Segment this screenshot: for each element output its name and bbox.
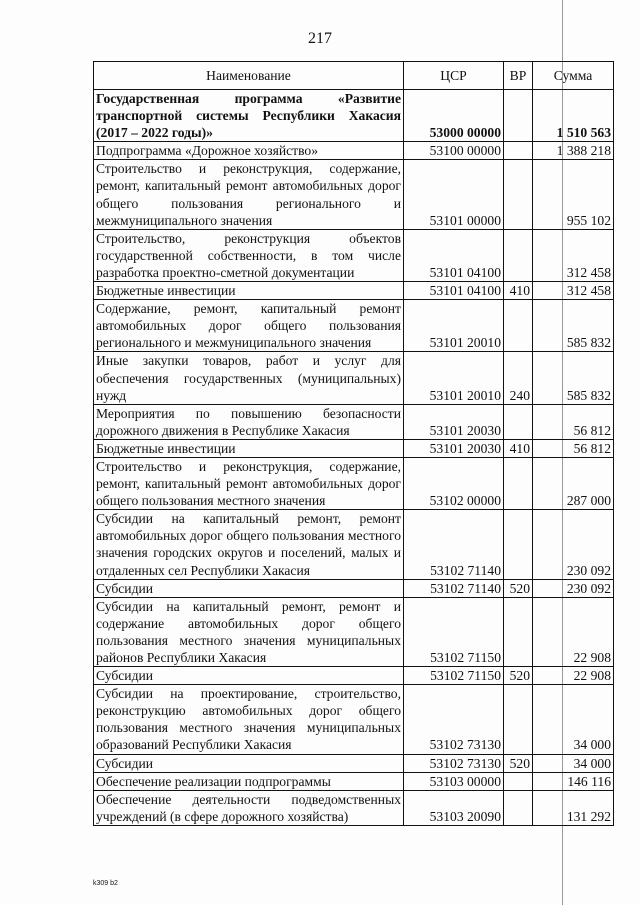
row-name-cell: Бюджетные инвестиции [94, 282, 404, 300]
row-name-cell: Государственная программа «Развитие транспортной системы Республики Хакасия (2017 – 2022 годы)» [94, 90, 404, 142]
table-row [94, 300, 614, 352]
row-name-cell: Субсидии на капитальный ремонт, ремонт и содержание автомобильных дорог общего пользования местного значения муниципальных районов Республики Хакасия [94, 597, 404, 666]
row-csr-cell: 53000 00000 [404, 90, 504, 142]
row-name-cell: Обеспечение реализации подпрограммы [94, 772, 404, 790]
row-vr-cell: 410 [504, 439, 533, 457]
row-csr-cell: 53101 20030 [404, 439, 504, 457]
row-name-cell: Иные закупки товаров, работ и услуг для обеспечения государственных (муниципальных) нужд [94, 352, 404, 404]
row-name-cell: Содержание, ремонт, капитальный ремонт автомобильных дорог общего пользования регионального и межмуниципального значения [94, 300, 404, 352]
header-name: Наименование [94, 62, 404, 90]
row-sum-cell: 22 908 [533, 597, 614, 666]
row-vr-cell [504, 160, 533, 229]
row-vr-cell: 240 [504, 352, 533, 404]
row-sum-cell: 1 388 218 [533, 142, 614, 160]
row-name-cell: Мероприятия по повышению безопасности дорожного движения в Республике Хакасия [94, 404, 404, 439]
table-row [94, 229, 614, 281]
row-vr-cell [504, 685, 533, 754]
row-csr-cell: 53101 04100 [404, 282, 504, 300]
row-vr-cell [504, 457, 533, 509]
row-sum-cell: 312 458 [533, 229, 614, 281]
row-name-cell: Субсидии на капитальный ремонт, ремонт автомобильных дорог общего пользования местного значения городских округов и поселений, малых и отдаленных сел Республики Хакасия [94, 510, 404, 579]
row-vr-cell: 520 [504, 579, 533, 597]
budget-table [93, 61, 614, 826]
row-sum-cell: 22 908 [533, 667, 614, 685]
row-csr-cell: 53102 71140 [404, 510, 504, 579]
row-csr-cell: 53101 20010 [404, 300, 504, 352]
row-vr-cell [504, 772, 533, 790]
table-row [94, 667, 614, 685]
table-header-row [94, 62, 614, 90]
header-vr: ВР [504, 62, 533, 90]
row-csr-cell: 53102 73130 [404, 685, 504, 754]
table-row [94, 352, 614, 404]
row-name-cell: Субсидии [94, 579, 404, 597]
row-csr-cell: 53101 20010 [404, 352, 504, 404]
row-vr-cell: 520 [504, 667, 533, 685]
row-vr-cell [504, 597, 533, 666]
row-csr-cell: 53102 71150 [404, 667, 504, 685]
row-name-cell: Строительство и реконструкция, содержание, ремонт, капитальный ремонт автомобильных дорог общего пользования регионального и межмуниципального значения [94, 160, 404, 229]
row-sum-cell: 585 832 [533, 300, 614, 352]
row-sum-cell: 56 812 [533, 439, 614, 457]
row-csr-cell: 53101 04100 [404, 229, 504, 281]
table-row [94, 457, 614, 509]
table-row [94, 282, 614, 300]
row-sum-cell: 56 812 [533, 404, 614, 439]
row-sum-cell: 312 458 [533, 282, 614, 300]
table-row [94, 90, 614, 142]
row-csr-cell: 53101 00000 [404, 160, 504, 229]
row-vr-cell: 410 [504, 282, 533, 300]
table-row [94, 142, 614, 160]
row-sum-cell: 131 292 [533, 790, 614, 825]
row-vr-cell [504, 790, 533, 825]
row-csr-cell: 53102 73130 [404, 754, 504, 772]
table-row [94, 579, 614, 597]
row-sum-cell: 287 000 [533, 457, 614, 509]
row-name-cell: Бюджетные инвестиции [94, 439, 404, 457]
row-csr-cell: 53103 00000 [404, 772, 504, 790]
row-vr-cell [504, 300, 533, 352]
table-row [94, 439, 614, 457]
row-name-cell: Строительство, реконструкция объектов государственной собственности, в том числе разработка проектно-сметной документации [94, 229, 404, 281]
row-sum-cell: 585 832 [533, 352, 614, 404]
table-body [94, 90, 614, 826]
table-row [94, 754, 614, 772]
table-row [94, 597, 614, 666]
footer-code: k309 b2 [93, 880, 118, 887]
row-name-cell: Субсидии на проектирование, строительство, реконструкцию автомобильных дорог общего пользования местного значения муниципальных образований Республики Хакасия [94, 685, 404, 754]
row-name-cell: Строительство и реконструкция, содержание, ремонт, капитальный ремонт автомобильных дорог общего пользования местного значения [94, 457, 404, 509]
table-row [94, 685, 614, 754]
page-number: 217 [308, 30, 332, 47]
row-name-cell: Субсидии [94, 667, 404, 685]
row-sum-cell: 34 000 [533, 754, 614, 772]
row-vr-cell: 520 [504, 754, 533, 772]
row-vr-cell [504, 142, 533, 160]
row-csr-cell: 53102 71150 [404, 597, 504, 666]
row-name-cell: Обеспечение деятельности подведомственных учреждений (в сфере дорожного хозяйства) [94, 790, 404, 825]
row-sum-cell: 955 102 [533, 160, 614, 229]
header-sum: Сумма [533, 62, 614, 90]
header-csr: ЦСР [404, 62, 504, 90]
row-sum-cell: 230 092 [533, 579, 614, 597]
row-sum-cell: 1 510 563 [533, 90, 614, 142]
row-csr-cell: 53102 71140 [404, 579, 504, 597]
row-csr-cell: 53103 20090 [404, 790, 504, 825]
row-vr-cell [504, 229, 533, 281]
row-vr-cell [504, 404, 533, 439]
row-csr-cell: 53101 20030 [404, 404, 504, 439]
row-sum-cell: 34 000 [533, 685, 614, 754]
table-row [94, 790, 614, 825]
table-row [94, 510, 614, 579]
row-vr-cell [504, 510, 533, 579]
table-row [94, 404, 614, 439]
row-csr-cell: 53102 00000 [404, 457, 504, 509]
row-csr-cell: 53100 00000 [404, 142, 504, 160]
table-row [94, 160, 614, 229]
table-row [94, 772, 614, 790]
row-sum-cell: 146 116 [533, 772, 614, 790]
row-name-cell: Подпрограмма «Дорожное хозяйство» [94, 142, 404, 160]
row-vr-cell [504, 90, 533, 142]
row-name-cell: Субсидии [94, 754, 404, 772]
row-sum-cell: 230 092 [533, 510, 614, 579]
